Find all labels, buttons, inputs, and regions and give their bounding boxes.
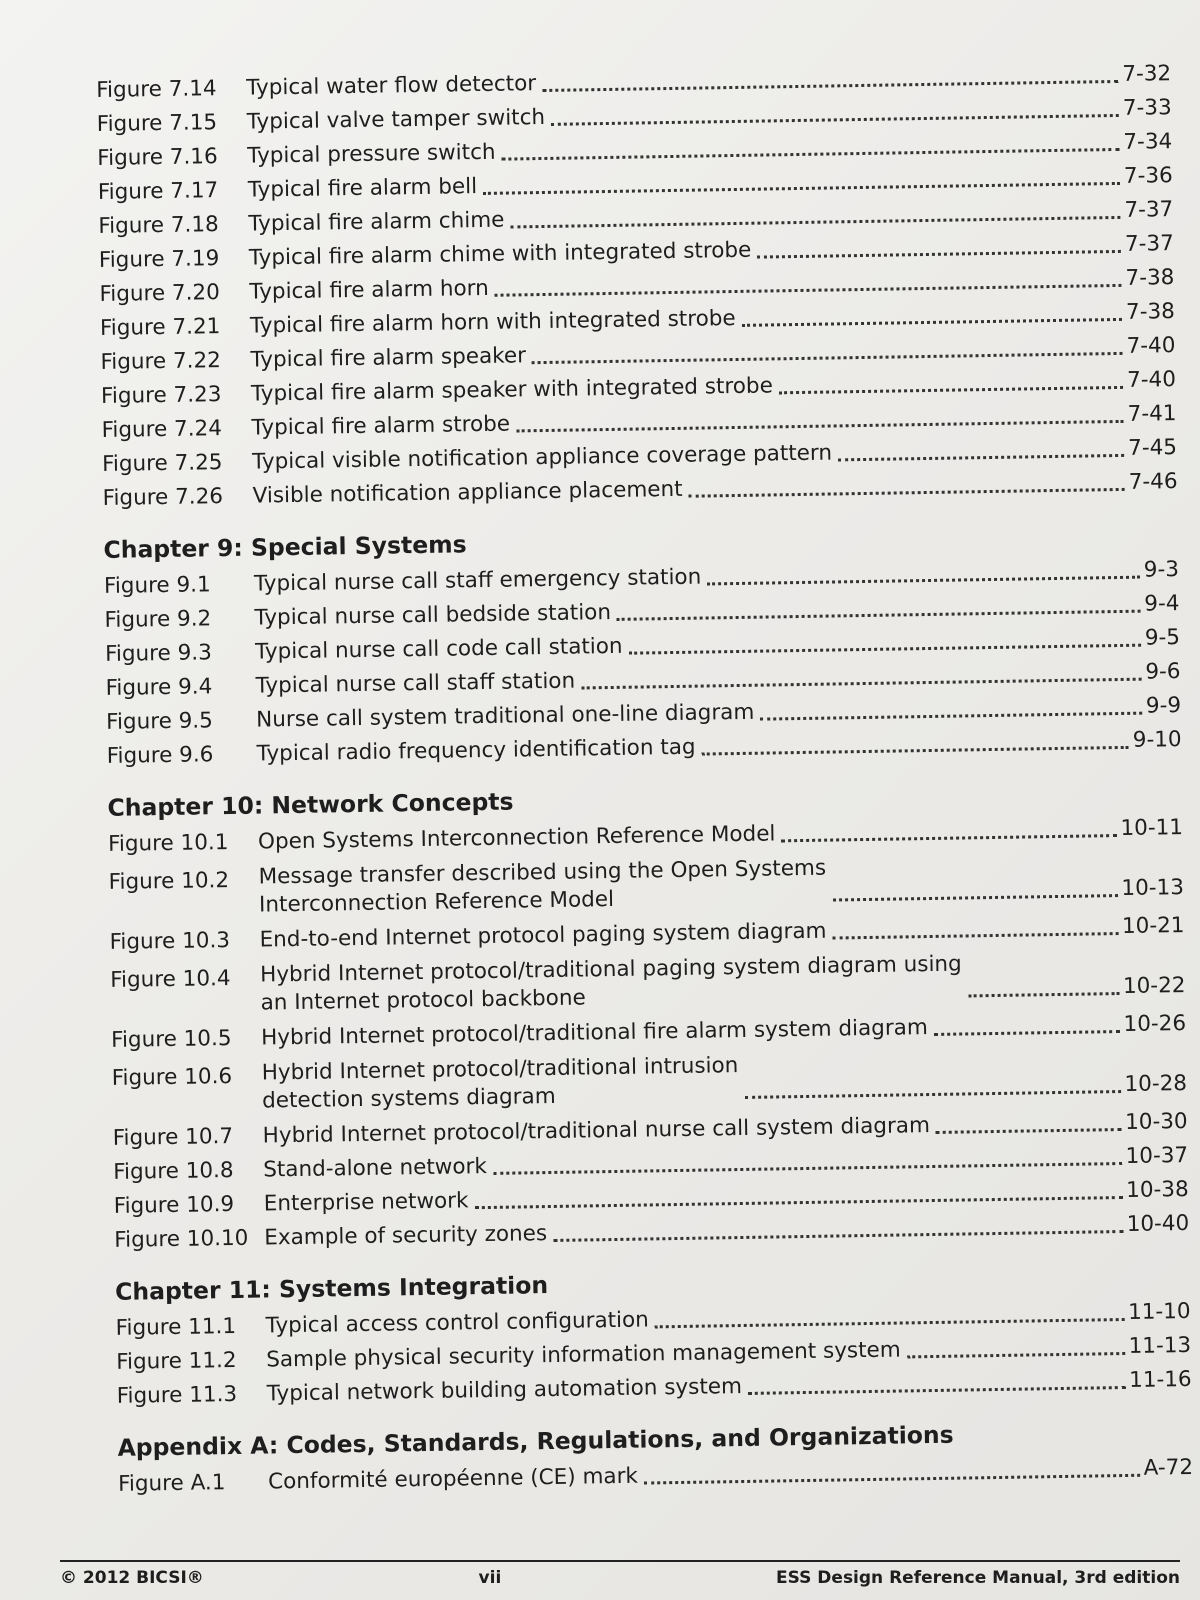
figure-number: Figure 11.1 bbox=[115, 1313, 237, 1341]
book-title: ESS Design Reference Manual, 3rd edition bbox=[776, 1568, 1180, 1588]
figure-number: Figure 7.23 bbox=[100, 382, 222, 409]
chapter-heading: Chapter 11: Systems Integration bbox=[114, 1271, 549, 1306]
page-reference: 7-46 bbox=[1128, 469, 1178, 495]
figure-number: Figure 9.3 bbox=[104, 640, 212, 667]
figure-number: Figure 10.3 bbox=[109, 928, 231, 955]
figure-title: Open Systems Interconnection Reference Model bbox=[257, 821, 776, 855]
figure-title: Hybrid Internet protocol/traditional nurse call system diagram bbox=[262, 1113, 931, 1149]
page-reference: 7-37 bbox=[1124, 197, 1174, 223]
dot-leader bbox=[757, 249, 1121, 259]
figure-number: Figure 10.8 bbox=[113, 1157, 234, 1185]
figure-number: Figure 9.4 bbox=[105, 674, 213, 701]
figure-number: Figure 10.1 bbox=[107, 830, 229, 857]
page-reference: 7-38 bbox=[1125, 265, 1175, 291]
figure-number: Figure 7.15 bbox=[96, 110, 218, 137]
dot-leader bbox=[655, 1317, 1124, 1328]
page-reference: 10-26 bbox=[1123, 1010, 1187, 1037]
figure-number: Figure 7.17 bbox=[97, 178, 219, 205]
page-reference: 10-13 bbox=[1121, 875, 1185, 901]
figure-number: Figure 7.14 bbox=[96, 76, 217, 103]
figure-number: Figure 7.16 bbox=[97, 144, 218, 171]
page-reference: 10-22 bbox=[1122, 973, 1186, 999]
page-reference: 11-13 bbox=[1128, 1332, 1192, 1359]
figure-title: Typical nurse call bedside station bbox=[254, 599, 612, 631]
figure-title-line: an Internet protocol backbone bbox=[260, 985, 586, 1016]
dot-leader bbox=[510, 215, 1120, 229]
chapter-11-entries bbox=[115, 1295, 1191, 1414]
figure-title-line: detection systems diagram bbox=[261, 1083, 556, 1114]
dot-leader bbox=[702, 745, 1129, 756]
dot-leader bbox=[779, 385, 1123, 394]
page-reference: 10-38 bbox=[1125, 1176, 1189, 1203]
figure-number: Figure 9.1 bbox=[103, 572, 211, 599]
chapter-9-entries bbox=[104, 553, 1182, 774]
figure-title: Typical nurse call staff emergency station bbox=[253, 564, 702, 597]
page-reference: 11-10 bbox=[1127, 1298, 1191, 1325]
page-reference: 7-34 bbox=[1123, 129, 1173, 155]
dot-leader bbox=[629, 643, 1141, 655]
page-reference: 7-40 bbox=[1126, 367, 1177, 393]
page-reference: 9-9 bbox=[1145, 693, 1182, 719]
figure-title: Typical fire alarm horn bbox=[249, 275, 489, 305]
page-reference: 9-4 bbox=[1144, 591, 1180, 617]
figure-title: Typical water flow detector bbox=[246, 71, 537, 101]
page-reference: 7-38 bbox=[1125, 299, 1176, 325]
dot-leader bbox=[760, 711, 1142, 721]
appendix-heading: Appendix A: Codes, Standards, Regulations, and Organizations bbox=[117, 1420, 954, 1462]
figure-number: Figure 7.24 bbox=[101, 416, 223, 443]
figure-title: Typical nurse call staff station bbox=[255, 668, 576, 699]
dot-leader bbox=[493, 1161, 1122, 1175]
figure-title: Enterprise network bbox=[263, 1188, 469, 1217]
page-reference: 10-40 bbox=[1126, 1210, 1190, 1237]
dot-leader bbox=[542, 79, 1118, 92]
figure-title-line: Hybrid Internet protocol/traditional intrusion bbox=[261, 1053, 739, 1086]
page-reference: 7-32 bbox=[1122, 61, 1172, 87]
dot-leader bbox=[745, 1089, 1121, 1099]
dot-leader bbox=[502, 147, 1120, 161]
dot-leader bbox=[782, 833, 1117, 842]
page-reference: 10-30 bbox=[1124, 1108, 1188, 1135]
figure-number: Figure 10.2 bbox=[108, 868, 230, 895]
figure-title bbox=[258, 855, 826, 920]
figure-number: Figure 9.5 bbox=[105, 708, 214, 735]
figure-number: Figure 9.6 bbox=[106, 742, 214, 769]
figure-title: Typical visible notification appliance coverage pattern bbox=[251, 440, 833, 475]
page-reference: 10-11 bbox=[1120, 815, 1184, 841]
page-reference: 9-10 bbox=[1132, 727, 1182, 753]
page-reference: 7-45 bbox=[1128, 435, 1178, 461]
figure-number: Figure 10.6 bbox=[111, 1063, 233, 1091]
dot-leader bbox=[495, 283, 1122, 297]
figure-title: Typical fire alarm chime with integrated strobe bbox=[248, 237, 752, 271]
page-reference: 7-36 bbox=[1123, 163, 1173, 189]
list-of-figures bbox=[96, 57, 1193, 1502]
page-number: vii bbox=[478, 1568, 502, 1588]
page-reference: 7-37 bbox=[1124, 231, 1174, 257]
dot-leader bbox=[516, 419, 1124, 433]
figure-number: Figure 11.3 bbox=[116, 1381, 238, 1409]
page-reference: 7-41 bbox=[1127, 401, 1177, 427]
dot-leader bbox=[968, 991, 1119, 997]
chapter-heading: Chapter 9: Special Systems bbox=[103, 530, 467, 564]
figure-title-line: Hybrid Internet protocol/traditional paging system diagram using bbox=[259, 951, 962, 988]
dot-leader bbox=[748, 1385, 1125, 1395]
dot-leader bbox=[838, 453, 1124, 461]
figure-title: Nurse call system traditional one-line diagram bbox=[255, 699, 755, 733]
figure-title: Typical fire alarm speaker bbox=[250, 343, 527, 373]
figure-title: Typical fire alarm chime bbox=[248, 207, 505, 237]
page-reference: A-72 bbox=[1143, 1454, 1194, 1481]
dot-leader bbox=[617, 609, 1140, 621]
figure-number: Figure 10.5 bbox=[110, 1025, 232, 1053]
page-reference: 10-21 bbox=[1121, 913, 1185, 939]
figure-title: Visible notification appliance placement bbox=[252, 476, 683, 509]
figure-title: Hybrid Internet protocol/traditional fire alarm system diagram bbox=[260, 1015, 928, 1051]
figure-title: End-to-end Internet protocol paging system diagram bbox=[259, 918, 827, 953]
figure-title: Typical fire alarm strobe bbox=[251, 411, 511, 441]
figure-title: Typical fire alarm speaker with integrated strobe bbox=[250, 373, 774, 407]
figure-number: Figure 10.4 bbox=[110, 965, 231, 993]
figure-title: Typical access control configuration bbox=[265, 1307, 650, 1339]
figure-number: Figure 7.21 bbox=[99, 314, 221, 341]
figure-title-line: Interconnection Reference Model bbox=[258, 886, 615, 918]
figure-number: Figure 7.22 bbox=[100, 348, 222, 375]
figure-title: Example of security zones bbox=[264, 1221, 548, 1251]
figure-number: Figure 11.2 bbox=[116, 1347, 237, 1375]
page-reference: 10-37 bbox=[1125, 1142, 1189, 1169]
figure-title: Conformité européenne (CE) mark bbox=[267, 1463, 639, 1495]
page-footer bbox=[60, 1560, 1180, 1588]
figure-number: Figure 7.20 bbox=[99, 280, 221, 307]
dot-leader bbox=[644, 1473, 1140, 1485]
dot-leader bbox=[907, 1351, 1125, 1358]
figure-number: Figure 7.18 bbox=[98, 212, 219, 239]
figure-number: Figure 7.26 bbox=[102, 484, 224, 511]
page-reference: 9-3 bbox=[1143, 557, 1180, 583]
page-reference: 9-6 bbox=[1145, 659, 1181, 685]
dot-leader bbox=[936, 1127, 1121, 1134]
dot-leader bbox=[689, 487, 1125, 498]
figure-title: Typical radio frequency identification tag bbox=[256, 734, 696, 767]
page-reference: 11-16 bbox=[1128, 1366, 1192, 1393]
dot-leader bbox=[707, 575, 1140, 586]
figure-title: Stand-alone network bbox=[263, 1153, 487, 1183]
figure-number: Figure 10.7 bbox=[112, 1123, 234, 1151]
figure-number: Figure 10.10 bbox=[114, 1225, 249, 1253]
figure-number: Figure A.1 bbox=[117, 1470, 226, 1497]
figure-title: Typical fire alarm bell bbox=[247, 174, 478, 203]
figure-title bbox=[260, 951, 962, 1018]
chapter-10-entries bbox=[108, 811, 1190, 1258]
dot-leader bbox=[551, 113, 1119, 126]
dot-leader bbox=[581, 677, 1141, 690]
page-reference: 7-40 bbox=[1126, 333, 1176, 359]
chapter-heading: Chapter 10: Network Concepts bbox=[107, 787, 514, 822]
figure-number: Figure 7.25 bbox=[101, 450, 223, 477]
copyright-notice: © 2012 BICSI® bbox=[60, 1568, 204, 1588]
chapter-7-entries bbox=[96, 57, 1178, 516]
page-reference: 7-33 bbox=[1122, 95, 1172, 121]
page-reference: 10-28 bbox=[1124, 1070, 1188, 1097]
dot-leader bbox=[934, 1029, 1120, 1036]
figure-title-line: Message transfer described using the Open Systems bbox=[258, 855, 827, 890]
figure-title bbox=[262, 1052, 739, 1115]
figure-title: Sample physical security information management system bbox=[266, 1337, 901, 1373]
dot-leader bbox=[833, 931, 1119, 939]
figure-number: Figure 9.2 bbox=[104, 606, 212, 633]
dot-leader bbox=[475, 1195, 1123, 1209]
page-reference: 9-5 bbox=[1144, 625, 1181, 651]
figure-number: Figure 7.19 bbox=[98, 246, 220, 273]
figure-number: Figure 10.9 bbox=[113, 1191, 235, 1219]
dot-leader bbox=[833, 893, 1118, 901]
figure-title: Typical nurse call code call station bbox=[254, 633, 623, 665]
figure-title: Typical pressure switch bbox=[247, 139, 496, 169]
dot-leader bbox=[483, 181, 1120, 195]
figure-title: Typical valve tamper switch bbox=[246, 104, 546, 135]
dot-leader bbox=[532, 351, 1123, 364]
dot-leader bbox=[742, 317, 1123, 327]
figure-title: Typical fire alarm horn with integrated strobe bbox=[249, 305, 736, 339]
dot-leader bbox=[553, 1229, 1123, 1242]
figure-title: Typical network building automation system bbox=[266, 1374, 743, 1407]
